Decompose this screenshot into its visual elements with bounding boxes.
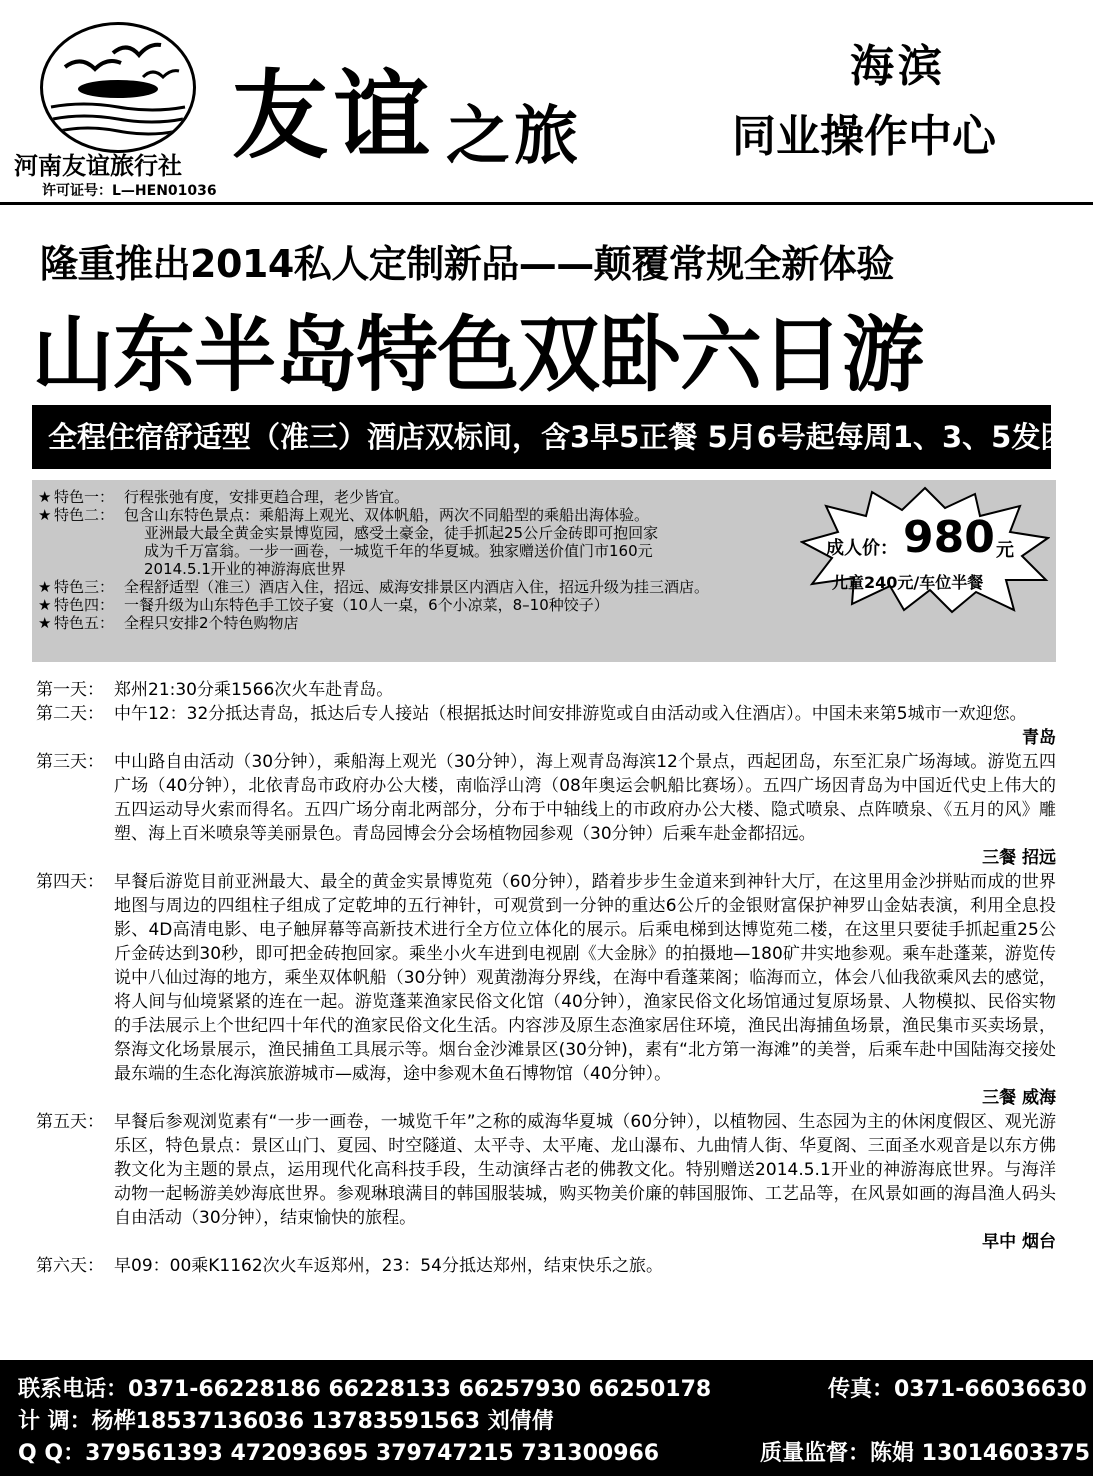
star-icon: ★: [38, 488, 52, 506]
day-label: 第三天：: [36, 752, 104, 772]
feature-label: 特色四：: [54, 596, 115, 614]
itinerary-day: [36, 678, 1056, 702]
itinerary-day: [36, 750, 1056, 870]
day-meals-city: 三餐 威海: [982, 1088, 1056, 1108]
day-description: 早餐后游览目前亚洲最大、最全的黄金实景博览苑（60分钟），踏着步步生金道来到神针大厅，在这里用金沙拼贴而成的世界地图与周边的四组柱子组成了定乾坤的五行神针，可观赏到一分钟的重达6公斤的金银财富保护神罗山金姑表演，利用全息投影、4D高清电影、电子触屏幕等高新技术进行全方位立体化的展示。后乘电梯到达博览苑二楼，在这里只要徒手抓起重25公斤金砖达到30秒，即可把金砖抱回家。乘坐小火车进到电视剧《大金脉》的拍摄地—180矿井实地参观。乘车赴蓬莱，游览传说中八仙过海的地方，乘坐双体帆船（30分钟）观黄渤海分界线，在海中看蓬莱阁；临海而立，体会八仙我欲乘风去的感觉，将人间与仙境紧紧的连在一起。游览蓬莱渔家民俗文化馆（40分钟），渔家民俗文化场馆通过复原场景、人物模拟、民俗实物的手法展示上个世纪四十年代的渔家民俗文化生活。内容涉及原生态渔家居住环境，渔民出海捕鱼场景，渔民集市买卖场景，祭海文化场景展示，渔民捕鱼工具展示等。烟台金沙滩景区(30分钟)，素有“北方第一海滩”的美誉，后乘车赴中国陆海交接处最东端的生态化海滨旅游城市—威海，途中参观木鱼石博物馆（40分钟）。: [114, 872, 1056, 1084]
seagulls-over-sea-icon: [40, 22, 196, 153]
feature-label: 特色二：: [54, 506, 115, 524]
itinerary-day: [36, 1254, 1056, 1278]
contact-fax: 传真：0371-66036630: [828, 1377, 1087, 1402]
subtitle: 隆重推出2014私人定制新品——颠覆常规全新体验: [40, 242, 894, 286]
star-icon: ★: [38, 596, 52, 614]
itinerary-day: [36, 702, 1056, 750]
day-meals-city: 三餐 招远: [982, 848, 1056, 868]
center-name-line2: 同业操作中心: [732, 111, 996, 162]
center-name-line1: 海滨: [850, 41, 946, 92]
banner: 全程住宿舒适型（准三）酒店双标间，含3早5正餐 5月6号起每周1、3、5发团: [32, 405, 1051, 469]
star-icon: ★: [38, 578, 52, 596]
itinerary: [36, 678, 1056, 1278]
feature-label: 特色一：: [54, 488, 115, 506]
day-description: 中午12：32分抵达青岛，抵达后专人接站（根据抵达时间安排游览或自由活动或入住酒店）。中国未来第5城市一欢迎您。: [114, 704, 1027, 724]
adult-price-label: 成人价：: [826, 538, 898, 559]
brand-sub: 之旅: [446, 99, 582, 174]
feature-text: 成为千万富翁。一步一画卷，一城览千年的华夏城。独家赠送价值门市160元: [144, 542, 653, 560]
feature-text: 全程只安排2个特色购物店: [124, 614, 299, 632]
contact-planner: 计 调：杨桦18537136036 13783591563 刘倩倩: [18, 1409, 554, 1434]
brand-title: [232, 40, 582, 177]
feature-text: 亚洲最大最全黄金实景博览园，感受土豪金，徒手抓起25公斤金砖即可抱回家: [144, 524, 659, 542]
quality-supervision: 质量监督：陈娟 13014603375: [760, 1441, 1091, 1466]
day-description: 早09：00乘K1162次火车返郑州，23：54分抵达郑州，结束快乐之旅。: [114, 1256, 663, 1276]
child-price: 儿童240元/车位半餐: [832, 573, 984, 592]
itinerary-day: [36, 1110, 1056, 1254]
feature-text: 包含山东特色景点：乘船海上观光、双体帆船，两次不同船型的乘船出海体验。: [124, 506, 650, 524]
star-icon: ★: [38, 614, 52, 632]
feature-label: 特色五：: [54, 614, 115, 632]
itinerary-day: [36, 870, 1056, 1110]
adult-price-unit: 元: [996, 540, 1014, 561]
contact-qq: Q Q：379561393 472093695 379747215 731300966: [18, 1441, 660, 1466]
star-icon: ★: [38, 506, 52, 524]
org-name: 河南友谊旅行社: [14, 152, 182, 180]
feature-text: 全程舒适型（准三）酒店入住，招远、威海安排景区内酒店入住，招远升级为挂三酒店。: [124, 578, 710, 596]
day-meals-city: 青岛: [1022, 728, 1056, 748]
feature-text: 2014.5.1开业的神游海底世界: [144, 560, 346, 578]
feature-item: [38, 614, 1050, 632]
day-label: 第四天：: [36, 872, 104, 892]
page-title: 山东半岛特色双卧六日游: [32, 308, 924, 403]
day-label: 第二天：: [36, 704, 104, 724]
license-number: 许可证号：L—HEN01036: [42, 183, 217, 199]
day-label: 第五天：: [36, 1112, 104, 1132]
header: [0, 0, 1093, 205]
adult-price-value: 980: [903, 512, 995, 563]
day-label: 第一天：: [36, 680, 104, 700]
footer-contact-bar: [0, 1360, 1093, 1476]
day-meals-city: 早中 烟台: [982, 1232, 1056, 1252]
day-description: 早餐后参观浏览素有“一步一画卷，一城览千年”之称的威海华夏城（60分钟），以植物园、生态园为主的休闲度假区、观光游乐区，特色景点：景区山门、夏园、时空隧道、太平寺、太平庵、龙山瀑布、九曲情人街、华夏阁、三面圣水观音是以东方佛教文化为主题的景点，运用现代化高科技手段，生动演绎古老的佛教文化。特别赠送2014.5.1开业的神游海底世界。与海洋动物一起畅游美妙海底世界。参观琳琅满目的韩国服装城，购买物美价廉的韩国服饰、工艺品等，在风景如画的海昌渔人码头自由活动（30分钟），结束愉快的旅程。: [114, 1112, 1056, 1228]
day-description: 中山路自由活动（30分钟），乘船海上观光（30分钟），海上观青岛海滨12个景点，西起团岛，东至汇泉广场海域。游览五四广场（40分钟），北依青岛市政府办公大楼，南临浮山湾（08年奥运会帆船比赛场）。五四广场因青岛为中国近代史上伟大的五四运动导火索而得名。五四广场分南北两部分，分布于中轴线上的市政府办公大楼、隐式喷泉、点阵喷泉、《五月的风》雕塑、海上百米喷泉等美丽景色。青岛园博会分会场植物园参观（30分钟）后乘车赴金都招远。: [114, 752, 1056, 844]
day-description: 郑州21:30分乘1566次火车赴青岛。: [114, 680, 394, 700]
contact-phone: 联系电话：0371-66228186 66228133 66257930 66250178: [18, 1377, 712, 1402]
day-label: 第六天：: [36, 1256, 104, 1276]
feature-label: 特色三：: [54, 578, 115, 596]
feature-text: 行程张弛有度，安排更趋合理，老少皆宜。: [124, 488, 410, 506]
feature-text: 一餐升级为山东特色手工饺子宴（10人一桌，6个小凉菜，8–10种饺子）: [124, 596, 609, 614]
brand-main: 友谊: [232, 59, 436, 172]
